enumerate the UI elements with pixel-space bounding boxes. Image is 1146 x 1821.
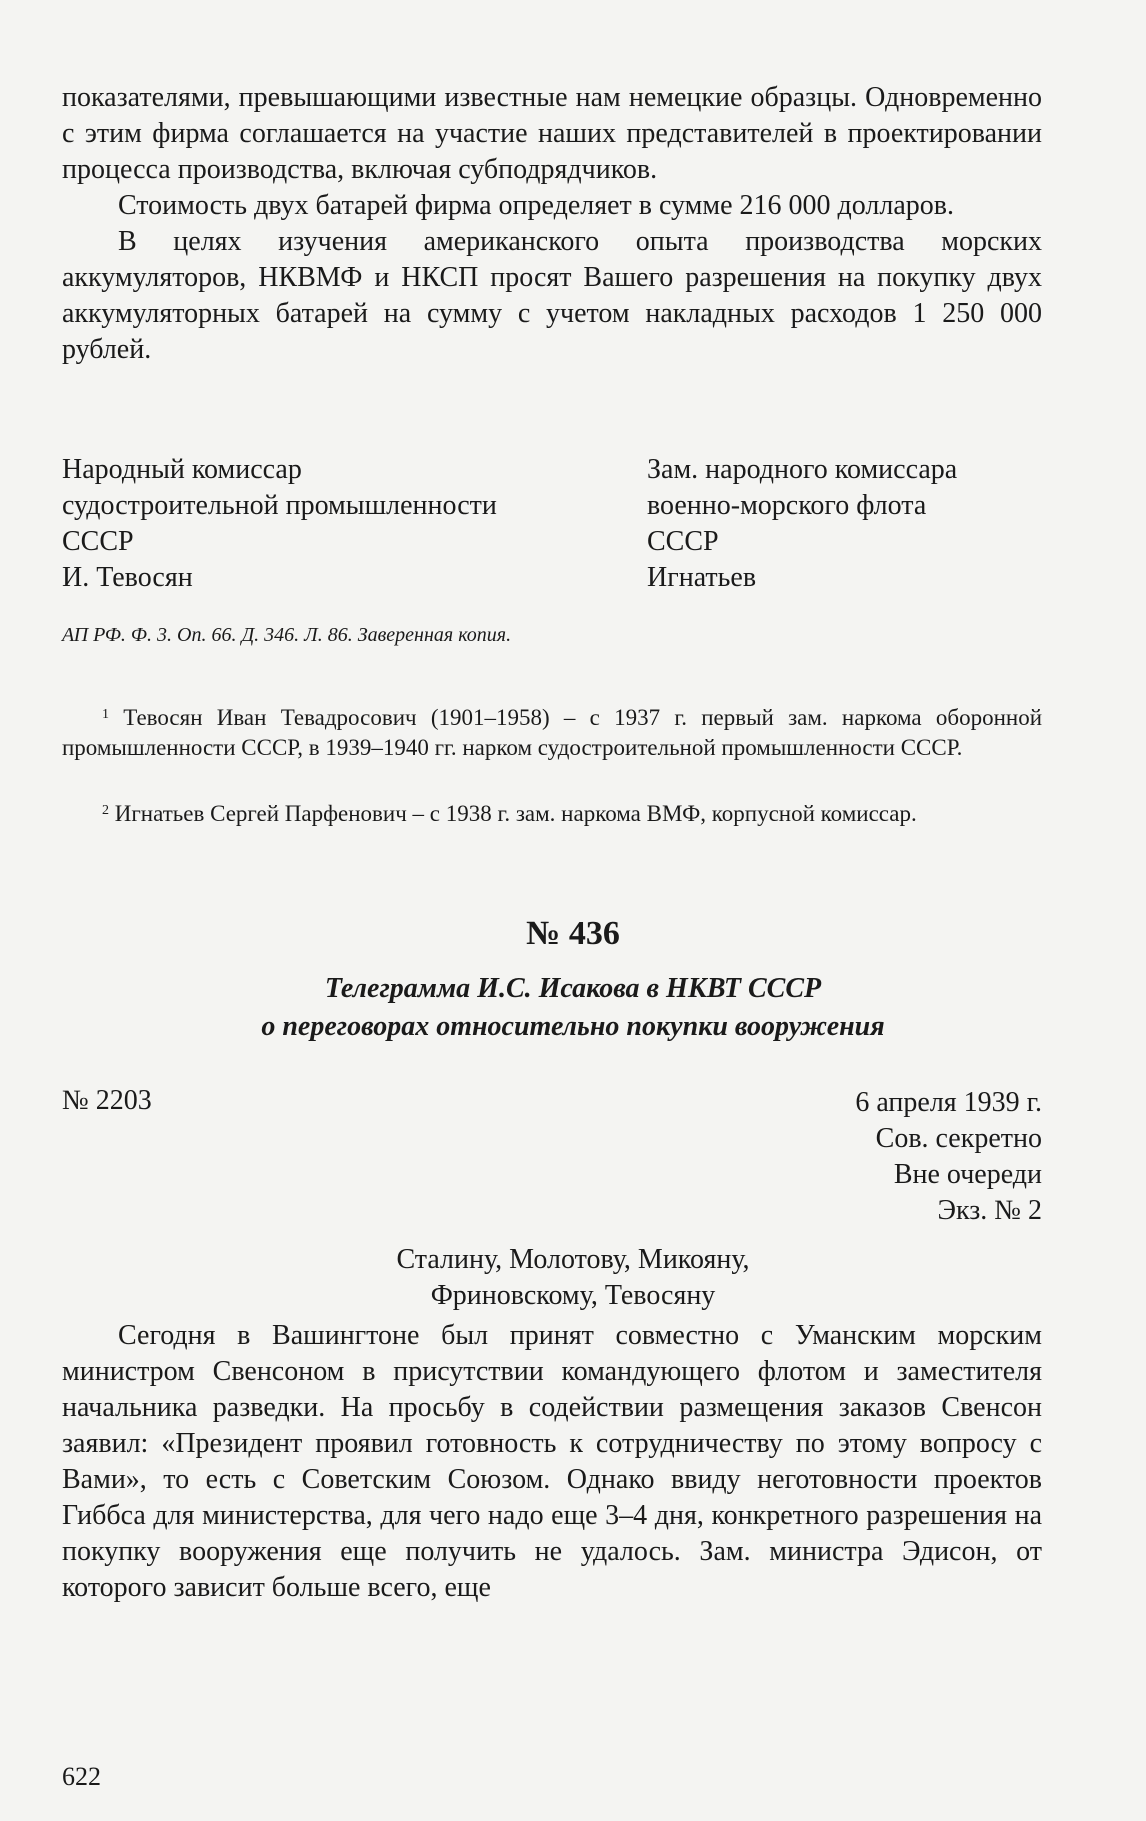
signature-line: военно-морского флота bbox=[647, 490, 927, 521]
signature-line: Народный комиссар bbox=[62, 454, 302, 485]
signature-left bbox=[62, 452, 622, 596]
addressee-line: Сталину, Молотову, Микояну, bbox=[396, 1244, 750, 1275]
page-number: 622 bbox=[62, 1762, 101, 1791]
urgency: Вне очереди bbox=[893, 1159, 1042, 1190]
document-title bbox=[0, 970, 1146, 1046]
footnote-text: Тевосян Иван Тевадросович (1901–1958) – с 1937 г. первый зам. наркома оборонной промышленности СССР, в 1939–1940 гг. нарком судостроительной промышленности СССР. bbox=[62, 705, 1043, 760]
footnote-number: 2 bbox=[102, 803, 109, 818]
addressee-line: Фриновскому, Тевосяну bbox=[430, 1280, 716, 1311]
paragraph: Сегодня в Вашингтоне был принят совместно с Уманским морским министром Свенсоном в присутствии командующего флотом и заместителя начальника разведки. На просьбу в содействии размещения заказов Свенсон заявил: «Президент проявил готовность к сотрудничеству по этому вопросу с Вами», то есть с Советским Союзом. Однако ввиду неготовности проектов Гиббса для министерства, для чего надо еще 3–4 дня, конкретного разрешения на покупку вооружения еще получить не удалось. Зам. министра Эдисон, от которого зависит больше всего, еще bbox=[62, 1320, 1042, 1603]
signature-name: Игнатьев bbox=[647, 562, 757, 593]
paragraph: показателями, превышающими известные нам немецкие образцы. Одновременно с этим фирма соглашается на участие наших представителей в проектировании процесса производства, включая субподрядчиков. bbox=[62, 82, 1042, 185]
classification: Сов. секретно bbox=[875, 1123, 1042, 1154]
footnote-number: 1 bbox=[102, 707, 109, 722]
signature-line: судостроительной промышленности bbox=[62, 490, 497, 521]
document-number: № 436 bbox=[526, 915, 620, 952]
footnote bbox=[62, 700, 1042, 763]
title-line: Телеграмма И.С. Исакова в НКВТ СССР bbox=[324, 973, 822, 1004]
signature-block bbox=[62, 452, 1042, 612]
registration-number: № 2203 bbox=[62, 1085, 152, 1116]
paragraph: В целях изучения американского опыта производства морских аккумуляторов, НКВМФ и НКСП просят Вашего разрешения на покупку двух аккумуляторных батарей на сумму с учетом накладных расходов 1 250 000 рублей. bbox=[62, 226, 1042, 365]
signature-right bbox=[647, 452, 1047, 596]
document-header-right bbox=[855, 1085, 1042, 1229]
paragraph: Стоимость двух батарей фирма определяет в сумме 216 000 долларов. bbox=[118, 190, 955, 221]
archive-reference: АП РФ. Ф. 3. Оп. 66. Д. 346. Л. 86. Заверенная копия. bbox=[62, 624, 512, 646]
continuation-text bbox=[62, 80, 1042, 368]
signature-line: СССР bbox=[647, 526, 719, 557]
document-body bbox=[62, 1318, 1042, 1606]
signature-name: И. Тевосян bbox=[62, 562, 193, 593]
copy-number: Экз. № 2 bbox=[937, 1195, 1042, 1226]
footnote bbox=[62, 796, 1042, 829]
footnote-text: Игнатьев Сергей Парфенович – с 1938 г. зам. наркома ВМФ, корпусной комиссар. bbox=[114, 801, 917, 826]
title-line: о переговорах относительно покупки вооружения bbox=[261, 1011, 885, 1042]
signature-line: СССР bbox=[62, 526, 134, 557]
addressee bbox=[0, 1242, 1146, 1314]
document-date: 6 апреля 1939 г. bbox=[855, 1087, 1042, 1118]
signature-line: Зам. народного комиссара bbox=[647, 454, 958, 485]
